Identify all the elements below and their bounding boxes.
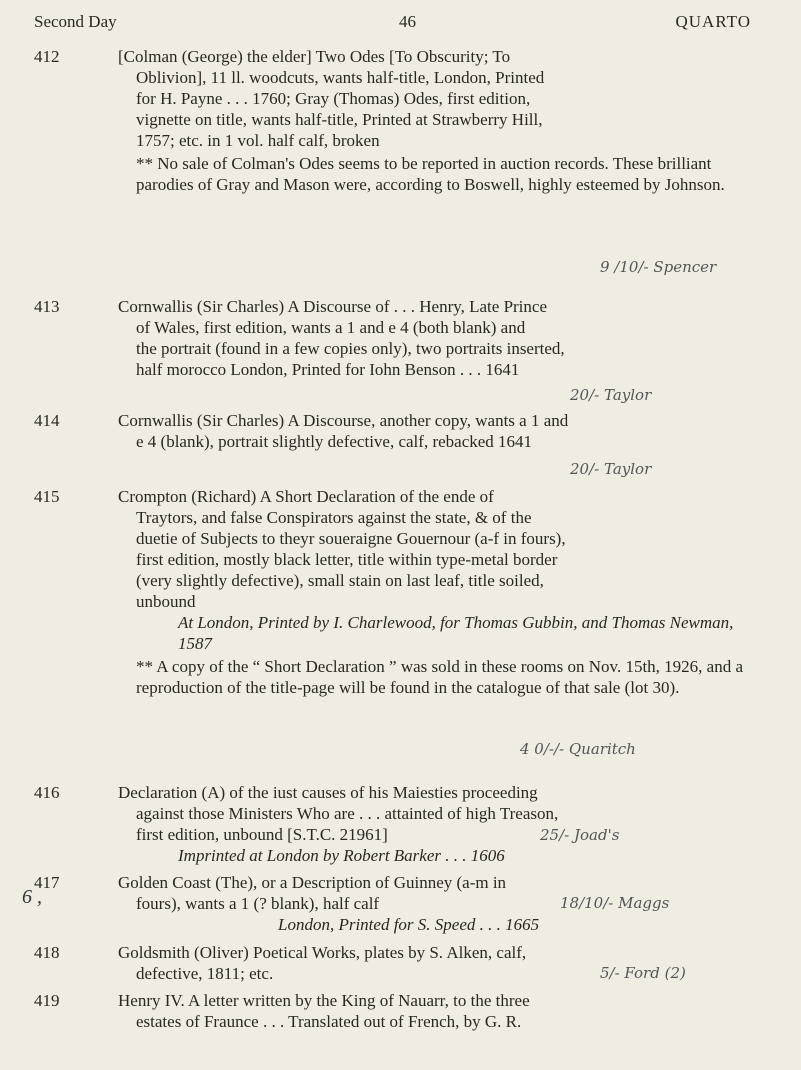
- handwritten-price: 4 0/-/- Quaritch: [520, 740, 636, 758]
- page-number: 46: [399, 12, 416, 31]
- handwritten-price: 25/- Joad's: [540, 826, 620, 844]
- lot-419: [34, 990, 764, 1032]
- lot-line: Golden Coast (The), or a Description of Guinney (a-m in: [118, 873, 507, 892]
- header-section: Second Day: [34, 12, 117, 31]
- lot-line: (very slightly defective), small stain on last leaf, title soiled,: [136, 571, 544, 590]
- handwritten-price: 9 /10/- Spencer: [600, 258, 717, 276]
- lot-line: first edition, unbound [S.T.C. 21961]: [136, 825, 388, 844]
- lot-line: Cornwallis (Sir Charles) A Discourse, another copy, wants a 1 and: [118, 411, 569, 430]
- lot-line: of Wales, first edition, wants a 1 and e 4 (both blank) and: [136, 318, 526, 337]
- lot-number: 418: [34, 943, 60, 962]
- lot-line: Declaration (A) of the iust causes of his Maiesties proceeding: [118, 783, 538, 802]
- lot-line: against those Ministers Who are . . . attainted of high Treason,: [136, 804, 559, 823]
- lot-number: 416: [34, 783, 60, 802]
- lot-line: 1757; etc. in 1 vol. half calf, broken: [136, 131, 380, 150]
- lot-number: 417: [34, 873, 60, 892]
- lot-line: half morocco London, Printed for Iohn Benson . . . 1641: [136, 360, 520, 379]
- lot-line: e 4 (blank), portrait slightly defective, calf, rebacked 1641: [136, 432, 533, 451]
- lot-line: estates of Fraunce . . . Translated out of French, by G. R.: [136, 1012, 522, 1031]
- lot-line: Crompton (Richard) A Short Declaration of the ende of: [118, 487, 494, 506]
- lot-note: ** A copy of the “ Short Declaration ” was sold in these rooms on Nov. 15th, 1926, and a reproduction of the title-page will be found in the catalogue of that sale (lot 30).: [136, 657, 744, 697]
- lot-line: Traytors, and false Conspirators against the state, & of the: [136, 508, 532, 527]
- lot-number: 414: [34, 411, 60, 430]
- lot-line: Cornwallis (Sir Charles) A Discourse of . . . Henry, Late Prince: [118, 297, 548, 316]
- lot-414: [34, 410, 764, 452]
- lot-line: Oblivion], 11 ll. woodcuts, wants half-title, London, Printed: [136, 68, 545, 87]
- lot-line: the portrait (found in a few copies only), two portraits inserted,: [136, 339, 565, 358]
- lot-line: fours), wants a 1 (? blank), half calf: [136, 894, 380, 913]
- header-format: QUARTO: [675, 12, 751, 31]
- lot-line: unbound: [136, 592, 196, 611]
- handwritten-price: 20/- Taylor: [570, 460, 652, 478]
- lot-number: 415: [34, 487, 60, 506]
- lot-line: first edition, mostly black letter, title within type-metal border: [136, 550, 558, 569]
- lot-imprint: At London, Printed by I. Charlewood, for Thomas Gubbin, and Thomas Newman, 1587: [178, 613, 734, 653]
- lot-number: 419: [34, 991, 60, 1010]
- lot-imprint: London, Printed for S. Speed . . . 1665: [278, 915, 540, 934]
- lot-line: for H. Payne . . . 1760; Gray (Thomas) Odes, first edition,: [136, 89, 531, 108]
- lot-line: Goldsmith (Oliver) Poetical Works, plates by S. Alken, calf,: [118, 943, 527, 962]
- lot-line: [Colman (George) the elder] Two Odes [To Obscurity; To: [118, 47, 511, 66]
- lot-note: ** No sale of Colman's Odes seems to be reported in auction records. These brilliant parodies of Gray and Mason were, according to Boswell, highly esteemed by Johnson.: [136, 154, 725, 194]
- lot-line: vignette on title, wants half-title, Printed at Strawberry Hill,: [136, 110, 543, 129]
- lot-line: defective, 1811; etc.: [136, 964, 274, 983]
- lot-number: 412: [34, 47, 60, 66]
- handwritten-price: 20/- Taylor: [570, 386, 652, 404]
- handwritten-price: 18/10/- Maggs: [560, 894, 670, 912]
- lot-412: [34, 46, 764, 195]
- handwritten-price: 5/- Ford (2): [600, 964, 686, 982]
- lot-line: duetie of Subjects to theyr soueraigne Gouernour (a-f in fours),: [136, 529, 566, 548]
- running-header: [34, 12, 751, 38]
- margin-annotation: [14, 868, 106, 922]
- lot-415: [34, 486, 764, 698]
- margin-annotation-text: 6 ,: [22, 886, 42, 908]
- lot-number: 413: [34, 297, 60, 316]
- lot-416: [34, 782, 764, 866]
- lot-imprint: Imprinted at London by Robert Barker . . . 1606: [178, 846, 505, 865]
- lot-line: Henry IV. A letter written by the King of Nauarr, to the three: [118, 991, 530, 1010]
- lot-413: [34, 296, 764, 380]
